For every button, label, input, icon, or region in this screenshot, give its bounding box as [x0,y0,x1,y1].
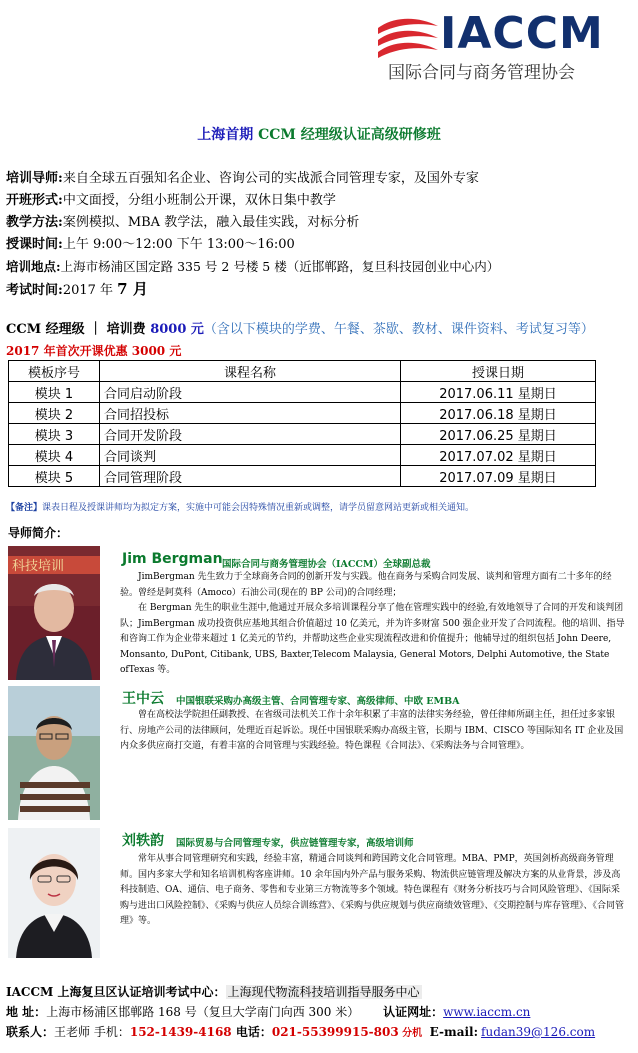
teacher-name: Jim Bergman [122,551,223,567]
header-cell: 授课日期 [401,361,596,382]
phone-label: 电话： [231,1025,272,1039]
date-cell: 2017.06.11 星期日 [401,382,596,403]
module-cell: 模块 3 [9,424,100,445]
info-row [6,256,634,278]
course-cell: 合同开发阶段 [100,424,401,445]
footer [6,983,634,1043]
info-label: 授课时间: [6,237,63,252]
info-row [6,234,634,256]
exam-month: 7 月 [117,280,148,298]
remark-line [6,500,474,513]
table-row [9,382,596,403]
phone-number: 021-55399915-803 [271,1025,399,1039]
info-label: 考试时间: [6,283,63,298]
table-row [9,445,596,466]
teacher-title: 国际贸易与合同管理专家，供应链管理专家，高级培训师 [176,838,414,849]
teacher-photo [8,546,100,680]
bio-paragraph: 常年从事合同管理研究和实践，经验丰富，精通合同谈判和跨国跨文化合同管理。MBA、PMP，英国剑桥高级商务管理师。国内多家大学和知名培训机构客座讲师。10 余年国内外产品与服务采购、物流供应链管理及解决方案的从业背景，涉及高科技制造、OA、通信、电子商务、零售和专业第三方物流等多个领域。特色课程有《财务分析技巧与合同风险管理》、《国际采购与进出口风险控制》、《采购与供应人员综合训练营》、《采购与供应规划与供应商绩效管理》、《交期控制与库存管理》、《合同管理》等。 [120,854,625,926]
website-link[interactable]: www.iaccm.cn [443,1005,531,1019]
teacher-name: 刘轶韵 [122,833,164,849]
title-part2: CCM 经理级认证高级研修班 [258,127,441,143]
info-value: 2017 年 [62,283,118,298]
email-label: E-mail: [429,1025,479,1039]
title-part1: 上海首期 [197,127,259,143]
remark-tag: 【备注】 [6,503,43,513]
footer-line3 [6,1023,634,1043]
module-cell: 模块 2 [9,403,100,424]
table-row [9,403,596,424]
page-title [0,124,638,144]
module-cell: 模块 1 [9,382,100,403]
contact-name: 王老师 手机： [54,1025,130,1039]
promo-line: 2017 年首次开课优惠 3000 元 [6,344,182,358]
table-header-row [9,361,596,382]
info-value: 上海市杨浦区国定路 335 号 2 号楼 5 楼（近邯郸路，复旦科技园创业中心内） [60,259,500,274]
ext-label: 分机 [398,1028,426,1039]
info-row [6,190,634,212]
teacher-bio [120,852,626,930]
date-cell: 2017.07.09 星期日 [401,466,596,487]
info-row [6,212,634,234]
date-cell: 2017.06.25 星期日 [401,424,596,445]
teacher-title: 中国银联采购办高级主管、合同管理专家、高级律师、中欧 EMBA [176,696,460,707]
iaccm-logo [374,8,634,88]
table-row [9,466,596,487]
schedule-table [8,360,596,487]
teacher-bio [120,708,626,755]
teacher-title: 国际合同与商务管理协会（IACCM）全球副总裁 [222,559,431,570]
course-cell: 合同管理阶段 [100,466,401,487]
teacher-name: 王中云 [122,691,164,707]
teacher-bio [120,570,626,679]
info-value: 上午 9:00～12:00 下午 13:00～16:00 [62,237,295,252]
svg-text:科技培训: 科技培训 [12,559,65,574]
info-label: 开班形式: [6,193,63,208]
logo-brand: IACCM [440,8,604,59]
module-cell: 模块 5 [9,466,100,487]
course-cell: 合同启动阶段 [100,382,401,403]
fee-line [6,318,594,337]
info-value: 案例模拟、MBA 教学法，融入最佳实践，对标分析 [62,215,360,230]
teacher-photo [8,828,100,958]
bio-paragraph: JimBergman 先生致力于全球商务合同的创新开发与实践。他在商务与采购合同发展、谈判和管理方面有二十多年的经验。曾经是阿莫科（Amoco）石油公司(现在的 BP 公司)的合同经理； [120,572,612,598]
course-cell: 合同谈判 [100,445,401,466]
teachers-heading: 导师简介： [8,526,69,540]
fee-prefix: CCM 经理级 ｜ 培训费 [6,322,151,337]
address-value: 上海市杨浦区邯郸路 168 号（复旦大学南门向西 300 米） [46,1005,360,1019]
website-label: 认证网址： [383,1005,444,1019]
info-row [6,168,634,190]
module-cell: 模块 4 [9,445,100,466]
info-block [6,168,634,302]
bio-paragraph: 曾在高校法学院担任副教授、在省级司法机关工作十余年积累了丰富的法律实务经验，曾任律师所副主任，担任过多家银行、房地产公司的法律顾问，处理近百起诉讼。现任中国银联采购办高级主管，长期与 IBM、CISCO 等国际知名 IT 企业及国内众多供应商打交道，有着丰富的合同管理与实践经验。特色课程《合同法》、《采购法务与合同管理》。 [120,710,624,751]
table-row [9,424,596,445]
info-row [6,278,634,302]
center-value: 上海现代物流科技培训指导服务中心 [227,985,420,999]
info-label: 教学方法: [6,215,63,230]
course-cell: 合同招投标 [100,403,401,424]
fee-amount: 8000 元 [150,322,204,337]
footer-line2 [6,1003,634,1023]
address-label: 地 址： [6,1005,47,1019]
remark-text: 课表日程及授课讲师均为拟定方案，实施中可能会因特殊情况重新或调整，请学员留意网站更新或相关通知。 [42,503,475,513]
mobile-number: 152-1439-4168 [129,1025,232,1039]
portrait-icon [8,686,100,820]
email-link[interactable]: fudan39@126.com [481,1025,596,1039]
logo-swoosh-icon [374,14,442,64]
logo-subtitle: 国际合同与商务管理协会 [388,63,575,83]
date-cell: 2017.07.02 星期日 [401,445,596,466]
fee-note: （含以下模块的学费、午餐、茶歇、教材、课件资料、考试复习等） [203,322,594,337]
date-cell: 2017.06.18 星期日 [401,403,596,424]
header-cell: 课程名称 [100,361,401,382]
portrait-icon [8,546,100,680]
info-label: 培训地点: [6,259,61,274]
bio-paragraph: 在 Bergman 先生的职业生涯中,他通过开展众多培训课程分享了他在管理实践中的经验,有效地领导了合同的开发和谈判团队；JimBergman 成功投资供应基地其组合价值超过 10 亿美元，并为许多财富 500 强企业开发了合同流程。他的培训、指导和咨询工作为企业带来超过 1 亿美元的节约，并帮助这些企业实现流程改进和价值提升；他辅导过的组织包括 John Deere, Monsanto, DuPont, Citibank, UBS, Baxter,Telecom Malaysia, General Motors, Delphi Automotive, the State ofTexas 等。 [120,603,625,675]
teacher-photo [8,686,100,820]
contact-label: 联系人： [6,1025,55,1039]
info-label: 培训导师: [6,171,63,186]
info-value: 来自全球五百强知名企业、咨询公司的实战派合同管理专家，及国外专家 [62,171,479,186]
info-value: 中文面授，分组小班制公开课，双休日集中教学 [62,193,336,208]
footer-line1 [6,983,634,1003]
portrait-icon [8,828,100,958]
center-label: IACCM 上海复旦区认证培训考试中心： [6,985,226,999]
header-cell: 模板序号 [9,361,100,382]
